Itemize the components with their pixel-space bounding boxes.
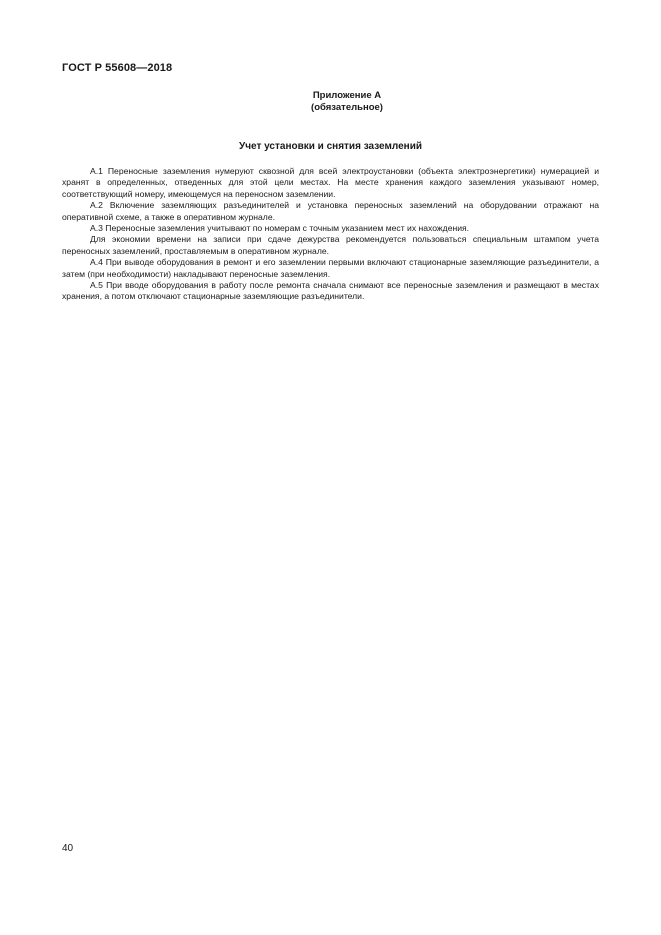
section-title-text: Учет установки и снятия заземлений xyxy=(238,141,423,152)
paragraph-a5: А.5 При вводе оборудования в работу после ремонта сначала снимают все переносные заземления и размещают в местах хранения, а потом отключают стационарные заземляющие разъединители. xyxy=(62,280,599,302)
section-title xyxy=(0,141,661,152)
appendix-heading xyxy=(0,90,661,114)
standard-designation: ГОСТ Р 55608—2018 xyxy=(62,62,173,74)
appendix-status: (обязательное) xyxy=(311,102,383,113)
paragraph-a2: А.2 Включение заземляющих разъединителей и установка переносных заземлений на оборудовании отражают на оперативной схеме, а также в оперативном журнале. xyxy=(62,200,599,222)
paragraph-a3-note: Для экономии времени на записи при сдаче дежурства рекомендуется пользоваться специальным штампом учета переносных заземлений, проставляемым в оперативном журнале. xyxy=(62,234,599,256)
appendix-title: Приложение А xyxy=(312,90,382,101)
paragraph-a3: А.3 Переносные заземления учитывают по номерам с точным указанием мест их нахождения. xyxy=(90,223,470,234)
paragraph-a1: А.1 Переносные заземления нумеруют сквозной для всей электроустановки (объекта электроэнергетики) нумерацией и хранят в определенных, отведенных для этой цели местах. На месте хранения каждого заземления указывают номер, соответствующий номеру, имеющемуся на переносном заземлении. xyxy=(62,166,599,199)
body-text xyxy=(62,166,599,303)
paragraph-a4: А.4 При выводе оборудования в ремонт и его заземлении первыми включают стационарные заземляющие разъединители, а затем (при необходимости) накладывают переносные заземления. xyxy=(62,257,599,279)
page-number: 40 xyxy=(62,843,74,854)
